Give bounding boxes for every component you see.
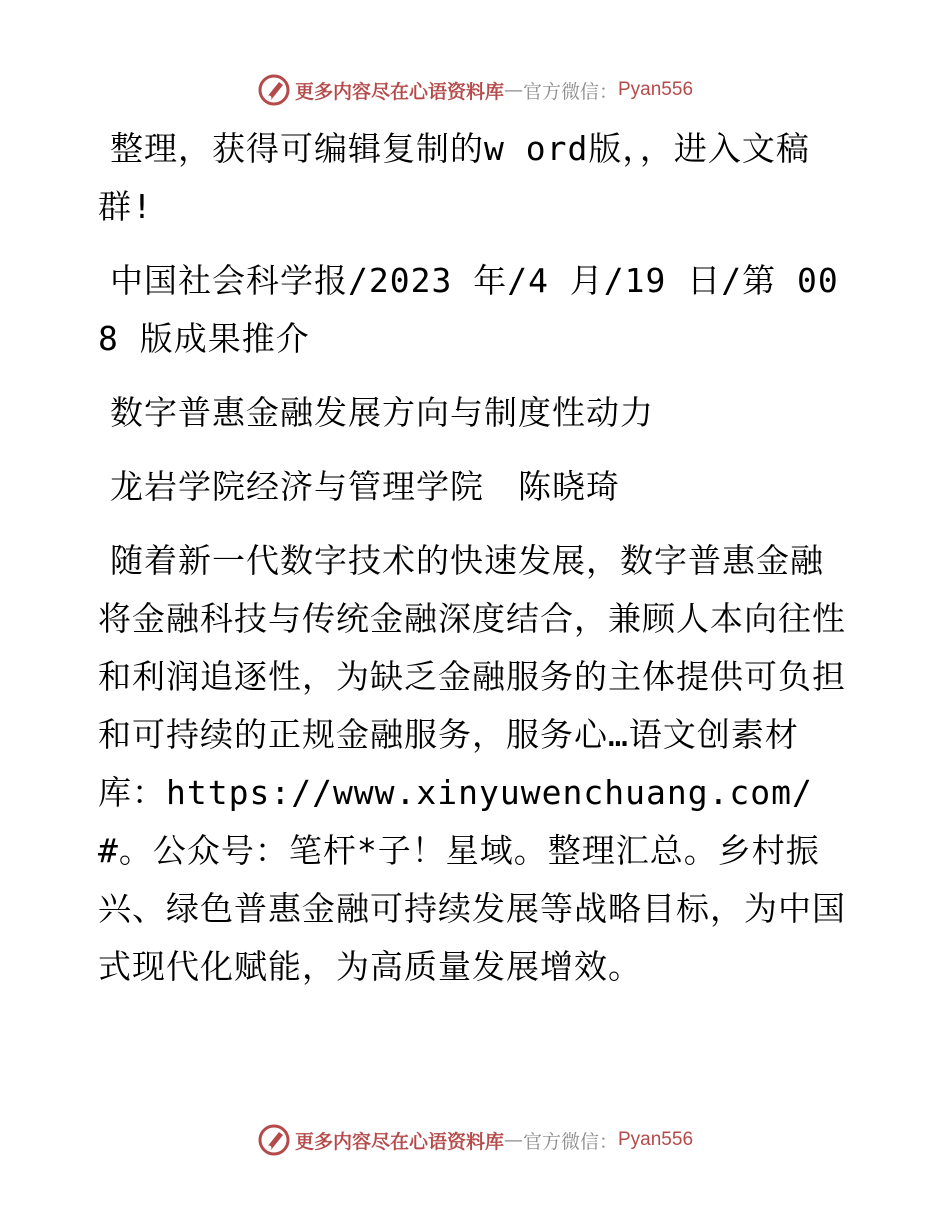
article-title: 数字普惠金融发展方向与制度性动力	[110, 393, 654, 432]
pen-circle-icon	[257, 1123, 291, 1157]
header-separator: —	[503, 79, 523, 101]
body-paragraph: 随着新一代数字技术的快速发展，数字普惠金融将金融科技与传统金融深度结合，兼顾人本向往性和利润追逐性，为缺乏金融服务的主体提供可负担和可持续的正规金融服务，服务心…语文创素材库：https://www.xinyuwenchuang.com/#。公众号：笔杆*子！星域。整理汇总。乡村振兴、绿色普惠金融可持续发展等战略目标，为中国式现代化赋能，为高质量发展增效。	[98, 541, 846, 986]
document-body	[98, 120, 850, 1012]
footer-official-label: 官方微信：	[522, 1130, 618, 1153]
header-banner	[0, 70, 950, 110]
header-brand-text: 更多内容尽在心语资料库	[294, 80, 504, 103]
footer-brand-text: 更多内容尽在心语资料库	[294, 1130, 504, 1153]
author-line: 龙岩学院经济与管理学院 陈晓琦	[110, 467, 620, 506]
header-official-label: 官方微信：	[522, 80, 618, 103]
pen-circle-icon	[257, 73, 291, 107]
footer-separator: —	[503, 1129, 523, 1151]
intro-paragraph: 整理，获得可编辑复制的w ord版，，进入文稿群!	[98, 129, 810, 226]
header-wechat-handle: Pyan556	[618, 79, 694, 100]
source-line: 中国社会科学报/2023 年/4 月/19 日/第 008 版成果推介	[98, 261, 839, 358]
footer-wechat-handle: Pyan556	[618, 1129, 694, 1150]
footer-banner	[0, 1120, 950, 1160]
